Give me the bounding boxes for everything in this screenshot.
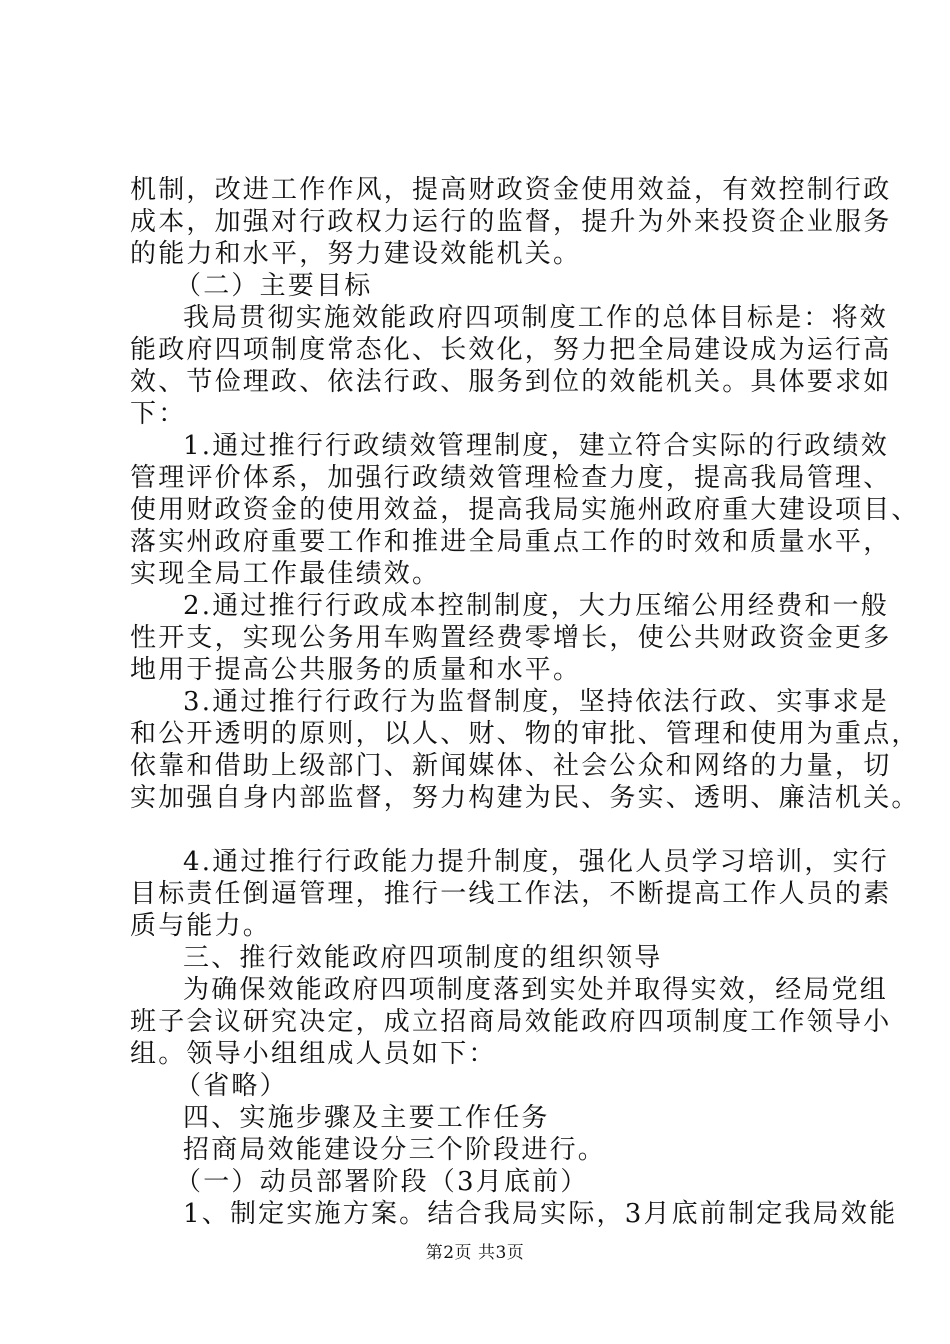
section-heading: 三、推行效能政府四项制度的组织领导	[183, 943, 663, 973]
text-line: 4.通过推行行政能力提升制度，强化人员学习培训，实行	[183, 847, 890, 877]
text-line: 1.通过推行行政绩效管理制度，建立符合实际的行政绩效	[183, 431, 890, 461]
text-line: 使用财政资金的使用效益，提高我局实施州政府重大建设项目、	[130, 495, 920, 525]
text-line: 目标责任倒逼管理，推行一线工作法，不断提高工作人员的素	[130, 879, 892, 909]
text-line: 管理评价体系，加强行政绩效管理检查力度，提高我局管理、	[130, 463, 892, 493]
text-line: 招商局效能建设分三个阶段进行。	[183, 1135, 607, 1165]
text-line: 地用于提高公共服务的质量和水平。	[130, 655, 582, 685]
text-line: 组。领导小组组成人员如下：	[130, 1039, 497, 1069]
text-line: 机制，改进工作作风，提高财政资金使用效益，有效控制行政	[130, 175, 892, 205]
text-line: 质与能力。	[130, 911, 272, 941]
text-line: （省略）	[175, 1071, 288, 1101]
text-line: 效、节俭理政、依法行政、服务到位的效能机关。具体要求如	[130, 367, 892, 397]
text-line: 成本，加强对行政权力运行的监督，提升为外来投资企业服务	[130, 207, 892, 237]
text-line: 性开支，实现公务用车购置经费零增长，使公共财政资金更多	[130, 623, 892, 653]
text-line: 实现全局工作最佳绩效。	[130, 559, 441, 589]
text-line: 实加强自身内部监督，努力构建为民、务实、透明、廉洁机关。	[130, 783, 920, 813]
page-footer: 第2页 共3页	[425, 1243, 525, 1263]
text-line: 为确保效能政府四项制度落到实处并取得实效，经局党组	[183, 975, 889, 1005]
text-line: 落实州政府重要工作和推进全局重点工作的时效和质量水平，	[130, 527, 892, 557]
text-line: 和公开透明的原则，以人、财、物的审批、管理和使用为重点，	[130, 719, 920, 749]
text-line: 下：	[130, 399, 187, 429]
text-line: 的能力和水平，努力建设效能机关。	[130, 239, 582, 269]
section-heading: （二）主要目标	[175, 271, 373, 301]
section-heading: 四、实施步骤及主要工作任务	[183, 1103, 550, 1133]
text-line: 班子会议研究决定，成立招商局效能政府四项制度工作领导小	[130, 1007, 892, 1037]
text-line: 2.通过推行行政成本控制制度，大力压缩公用经费和一般	[183, 591, 890, 621]
text-line: 3.通过推行行政行为监督制度，坚持依法行政、实事求是	[183, 687, 890, 717]
section-heading: （一）动员部署阶段（3月底前）	[175, 1167, 589, 1197]
text-line: 1、制定实施方案。结合我局实际，3月底前制定我局效能	[183, 1199, 898, 1229]
text-line: 依靠和借助上级部门、新闻媒体、社会公众和网络的力量，切	[130, 751, 892, 781]
text-line: 我局贯彻实施效能政府四项制度工作的总体目标是：将效	[183, 303, 889, 333]
text-line: 能政府四项制度常态化、长效化，努力把全局建设成为运行高	[130, 335, 892, 365]
